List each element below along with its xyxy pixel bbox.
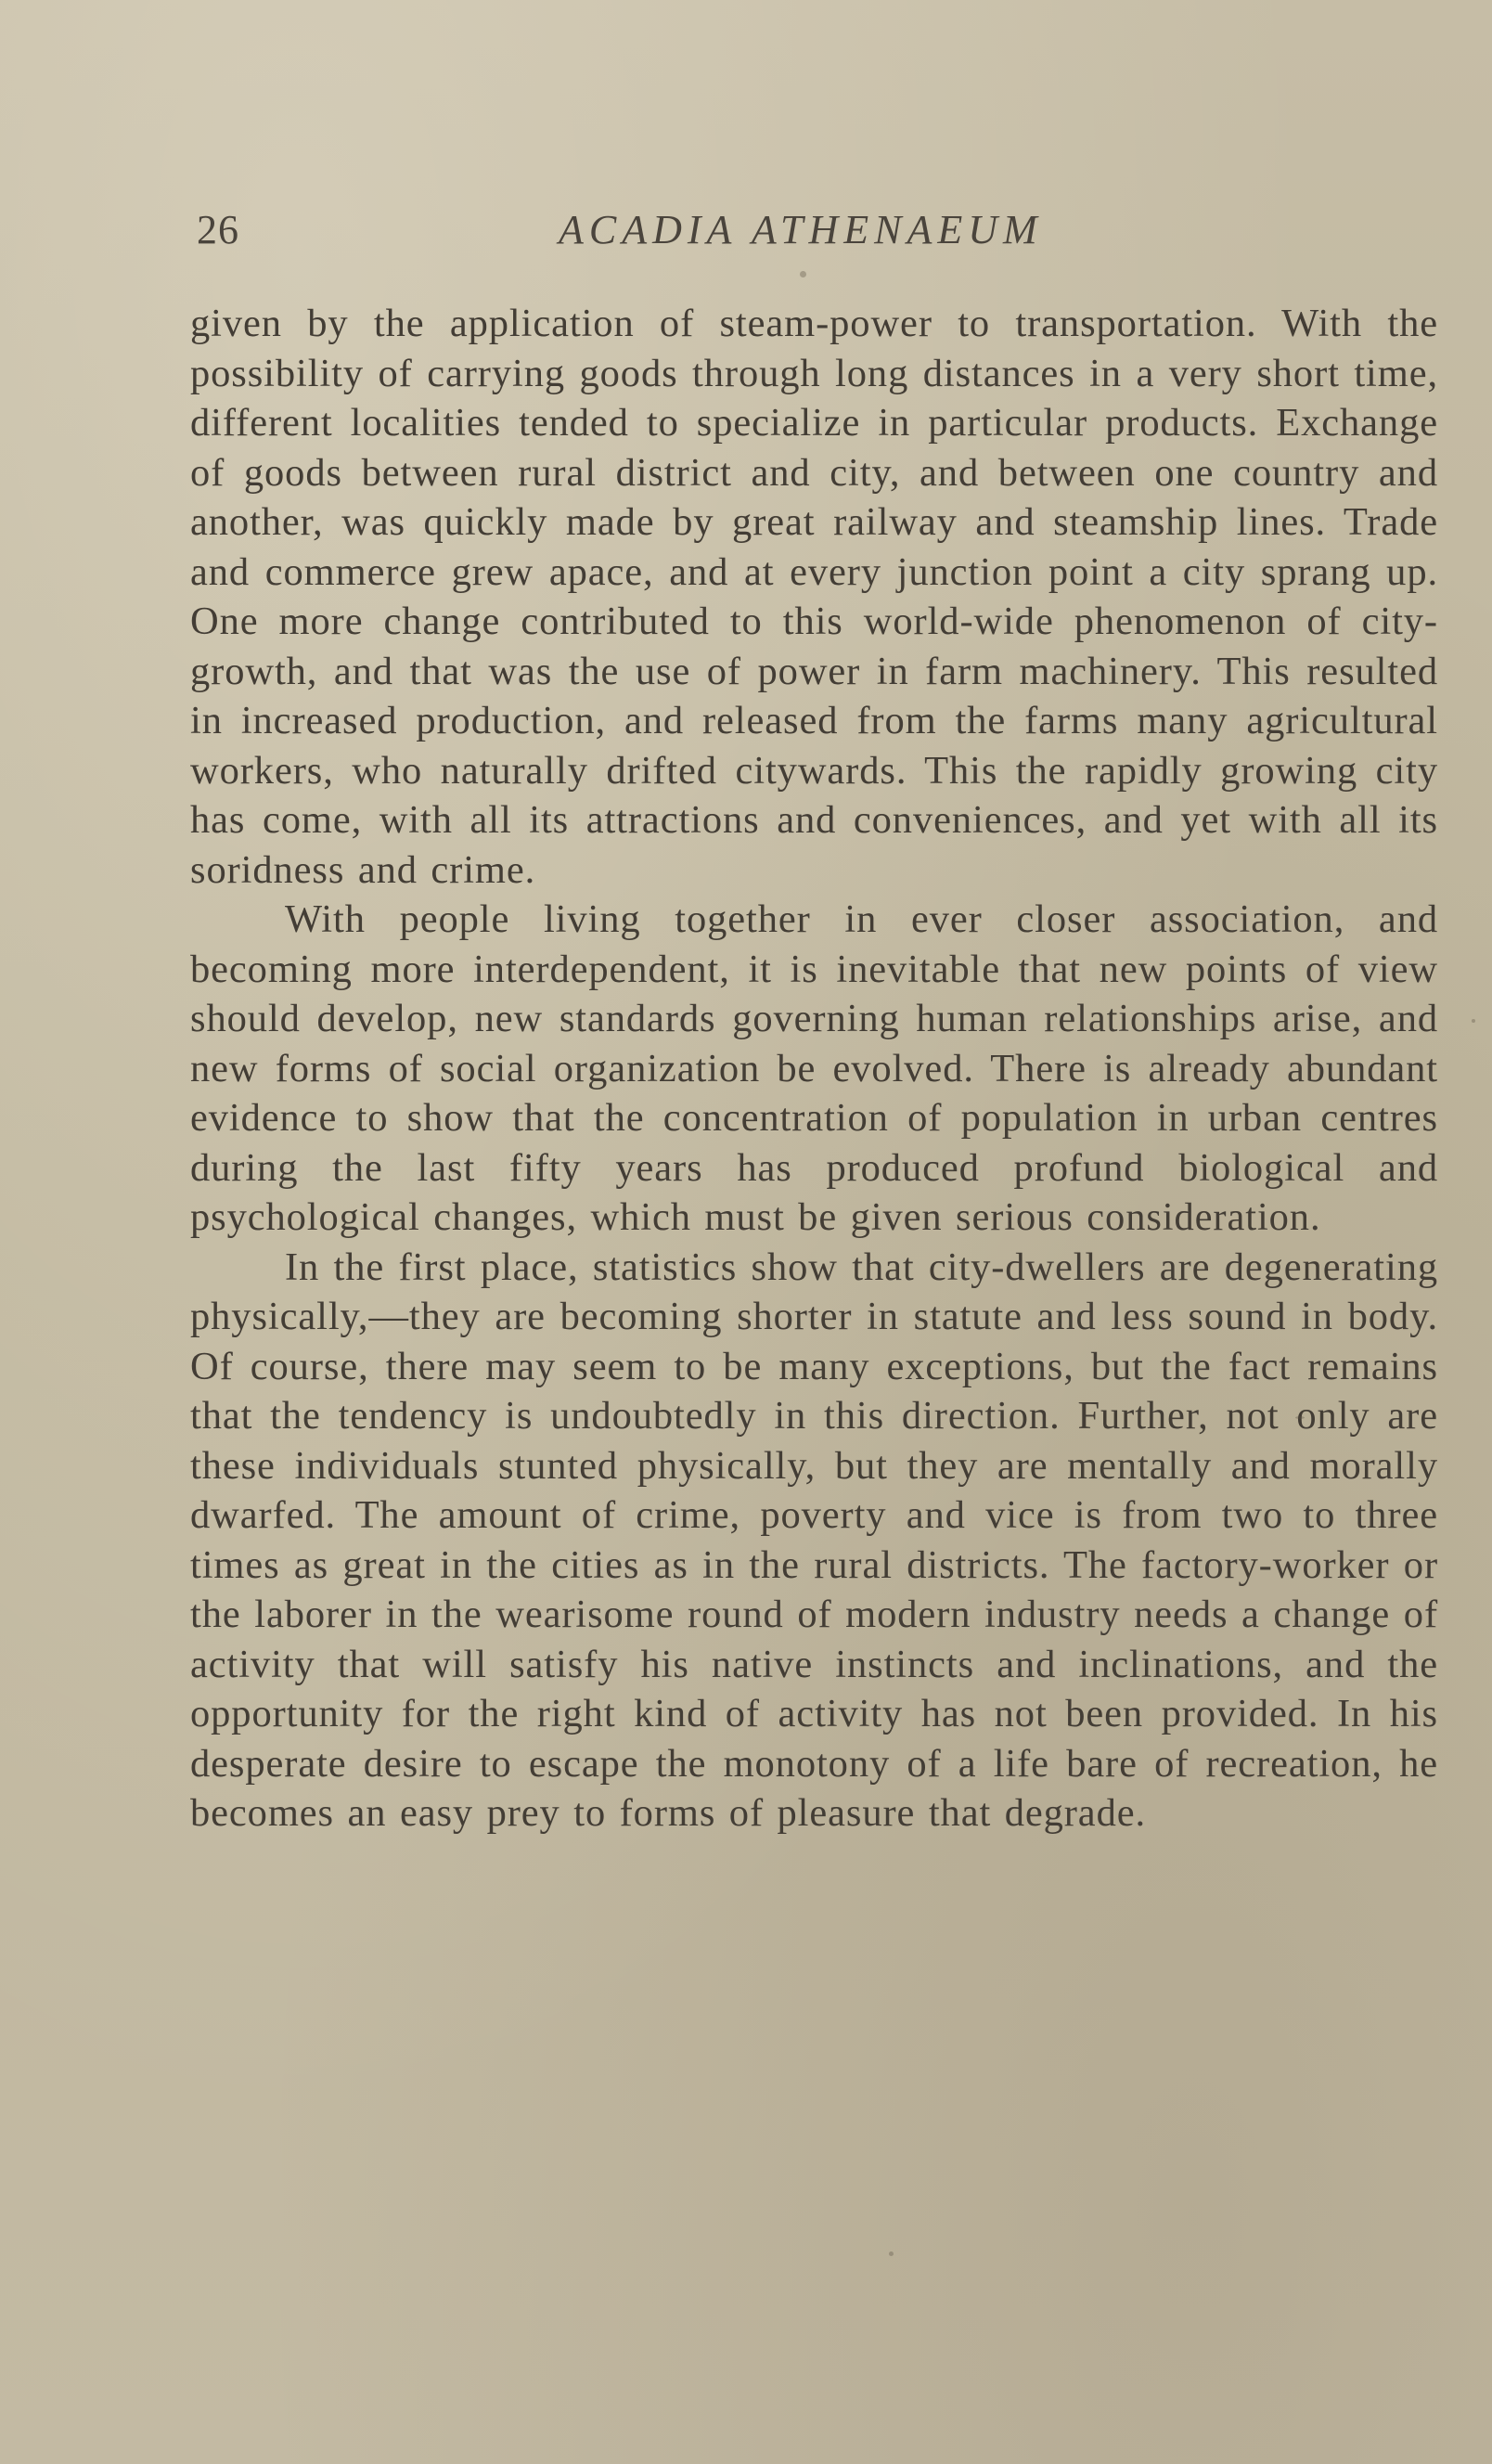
page-header — [197, 206, 1440, 262]
paragraph-continuation: given by the application of steam-power to transportation. With the possibility of carrying goods through long distances in a very short time, different localities tended to specialize in particular products. Exchange of goods between rural district and city, and between one country and another, was quickly made by great railway and steamship lines. Trade and commerce grew apace, and at every junction point a city sprang up. One more change contributed to this world-wide phenomenon of city-growth, and that was the use of power in farm machinery. This resulted in increased production, and released from the farms many agricultural workers, who naturally drifted citywards. This the rapidly growing city has come, with all its attractions and conveniences, and yet with all its soridness and crime. — [190, 302, 1438, 892]
paper-speck — [1472, 1019, 1475, 1023]
running-title: ACADIA ATHENAEUM — [559, 207, 1043, 252]
paper-speck — [889, 2251, 894, 2256]
paper-speck — [1295, 1416, 1305, 1419]
page-number: 26 — [197, 207, 239, 252]
body-text — [190, 299, 1438, 1838]
paper-speck — [800, 271, 806, 277]
paragraph-degeneration: In the first place, statistics show that city-dwellers are degenerating physically,—they are becoming shorter in statute and less sound in body. Of course, there may seem to be many exceptions, but the fact remains that the tendency is undoubtedly in this direction. Further, not only are these individuals stunted physically, but they are mentally and morally dwarfed. The amount of crime, poverty and vice is from two to three times as great in the cities as in the rural districts. The factory-worker or the laborer in the wearisome round of modern industry needs a change of activity that will satisfy his native instincts and inclinations, and the opportunity for the right kind of activity has not been provided. In his desperate desire to escape the monotony of a life bare of recreation, he becomes an easy prey to forms of pleasure that degrade. — [190, 1245, 1438, 1835]
paragraph-social-change: With people living together in ever closer association, and becoming more interdependent, it is inevitable that new points of view should develop, new standards governing human relationships arise, and new forms of social organization be evolved. There is already abundant evidence to show that the concentration of population in urban centres during the last fifty years has produced profund biological and psychological changes, which must be given serious consideration. — [190, 897, 1438, 1239]
